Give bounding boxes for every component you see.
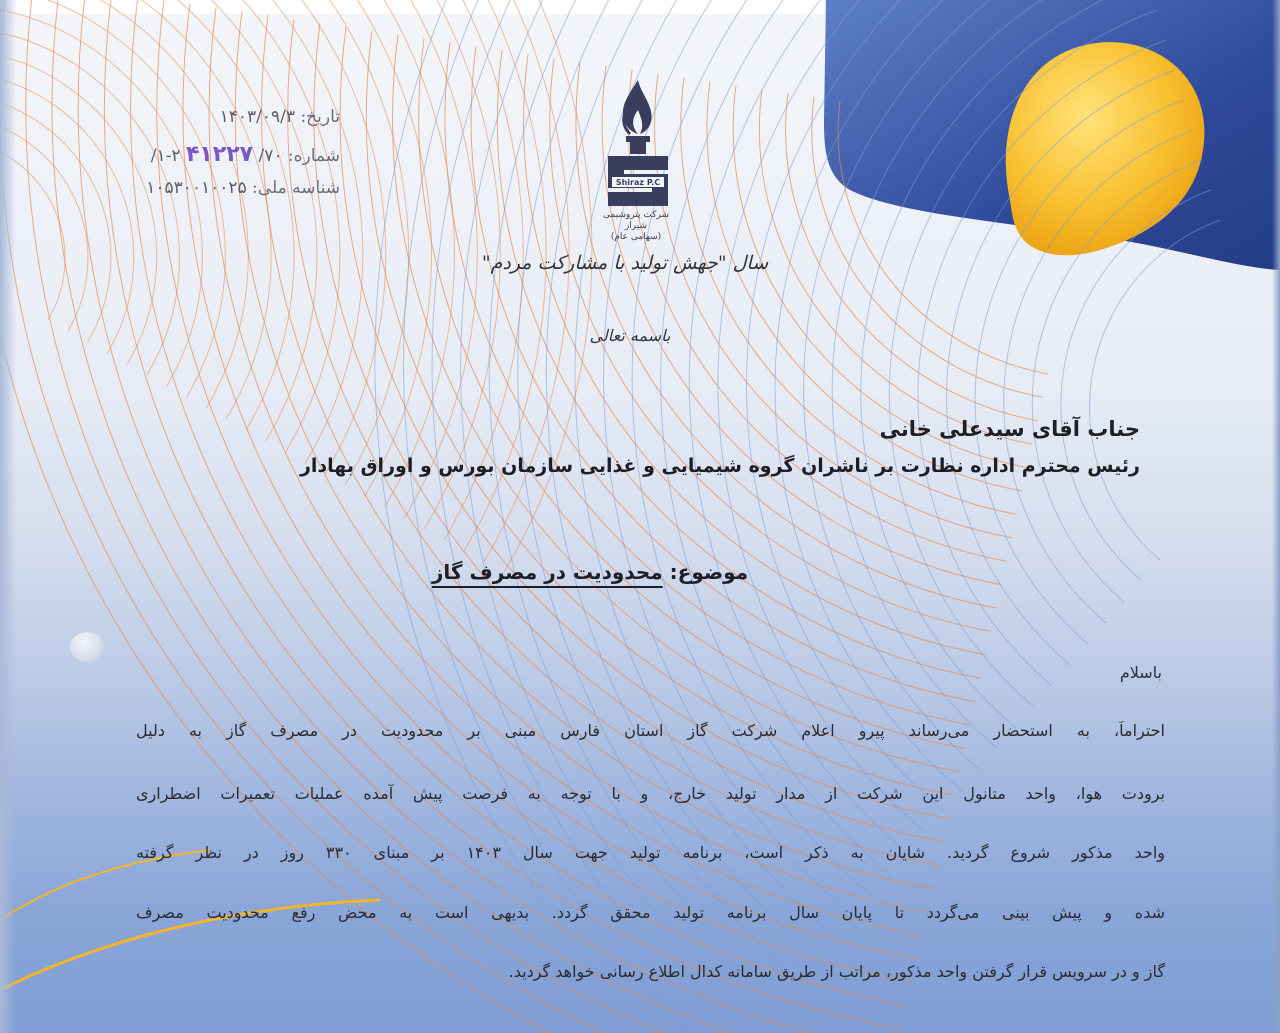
number-label: شماره: (287, 146, 340, 166)
curve-line (0, 30, 180, 375)
national-id-value: ۱۰۵۳۰۰۱۰۰۲۵ (146, 178, 247, 198)
curve-line (26, 0, 386, 474)
subject-text: محدودیت در مصرف گاز (431, 560, 663, 584)
number-line (151, 142, 340, 167)
company-logo (598, 76, 678, 210)
addressee-title: رئیس محترم اداره نظارت بر ناشران گروه شیمیایی و غذایی سازمان بورس و اوراق بهادار (299, 455, 1140, 477)
number-suffix: ۲-۱/ (150, 146, 181, 166)
number-prefix: ۷۰/ (258, 146, 283, 166)
subject-label: موضوع: (669, 560, 749, 584)
left-orange-arcs (0, 0, 592, 573)
national-id-line (146, 178, 340, 198)
curve-line (0, 74, 134, 353)
date-value: ۱۴۰۳/۰۹/۳ (219, 107, 296, 127)
number-handwritten: ۴۱۲۲۷ (185, 142, 254, 167)
basmala: باسمه تعالی (589, 326, 671, 345)
subject-line (380, 560, 800, 584)
body-line: واحد مذکور شروع گردید. شایان به ذکر است، برنامه تولید جهت سال ۱۴۰۳ بر مبنای ۳۳۰ روز در نظر گرفته (136, 843, 1165, 862)
addressee-name: جناب آقای سیدعلی خانی (879, 417, 1140, 441)
water-drop-mark (70, 632, 104, 662)
company-name: شرکت پتروشیمی شیراز (603, 210, 669, 231)
logo-emblem-text: Shiraz P.C (615, 178, 661, 187)
company-subtitle: (سهامی عام) (610, 232, 662, 242)
curve-line (8, 0, 294, 430)
curve-line (39, 0, 455, 507)
curve-line (48, 0, 501, 529)
body-line: گاز و در سرویس قرار گرفتن واحد مذکور، مراتب از طریق سامانه کدال اطلاع رسانی خواهد گردید. (508, 962, 1165, 981)
scan-shadow-left (0, 0, 16, 1033)
national-id-label: شناسه ملی: (252, 178, 340, 198)
curve-line (1089, 220, 1220, 560)
curve-line (0, 0, 225, 397)
logo-caption (596, 210, 676, 243)
date-line (220, 107, 340, 127)
body-line: شده و پیش بینی می‌گردد تا پایان سال برنامه تولید محقق گردد. بدیهی است به محض رفع محدودیت مصرف (136, 903, 1165, 922)
curve-line (34, 0, 431, 496)
curve-line (12, 0, 317, 441)
date-label: تاریخ: (300, 107, 340, 127)
greeting: باسلام (1119, 663, 1162, 682)
curve-line (43, 0, 477, 518)
body-line: برودت هوا، واحد متانول این شرکت از مدار تولید خارج، و با توجه به فرصت پیش آمده عملیات تعمیرات اضطراری (136, 784, 1165, 803)
curve-line (17, 0, 340, 452)
year-slogan: سال "جهش تولید با مشارکت مردم" (481, 252, 769, 274)
body-line: احتراماً، به استحضار می‌رساند پیرو اعلام شرکت گاز استان فارس مبنی بر محدودیت در مصرف گاز به دلیل (136, 721, 1165, 740)
curve-line (65, 0, 592, 573)
scan-shadow-right (1272, 0, 1280, 1033)
